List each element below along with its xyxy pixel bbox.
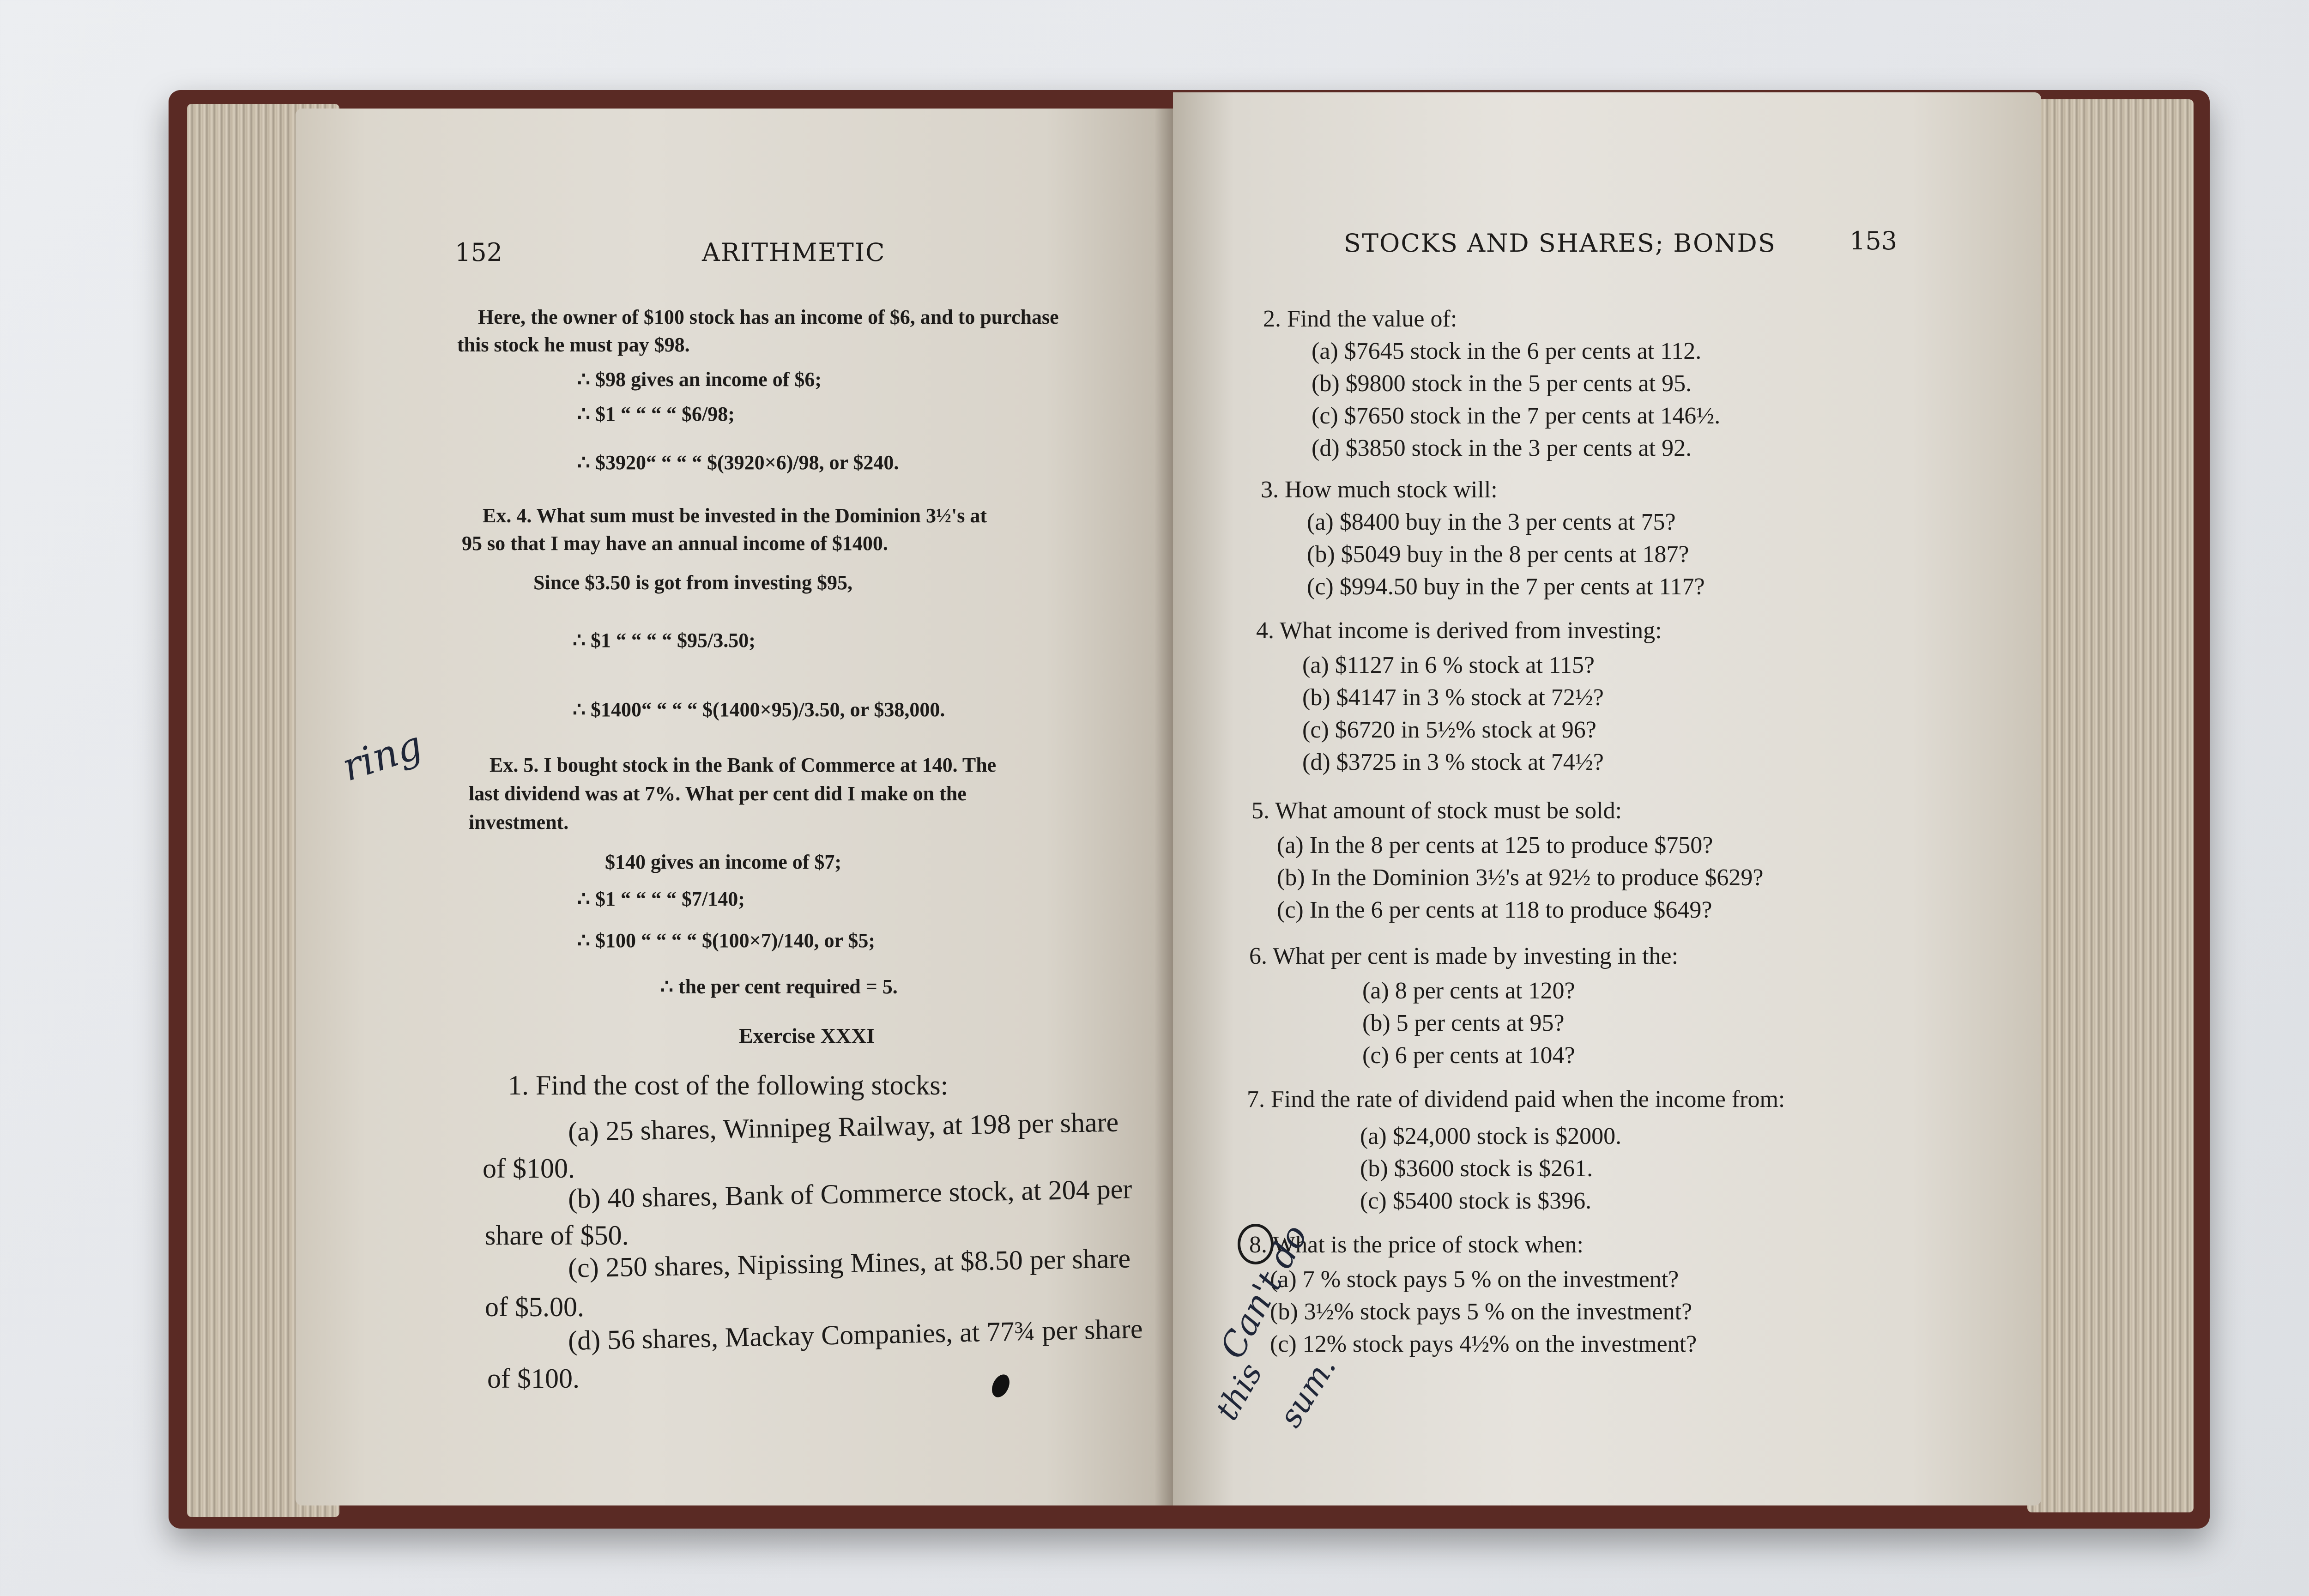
text-line: (d) $3725 in 3 % stock at 74½? xyxy=(1302,749,1604,775)
text-line: (c) $6720 in 5½% stock at 96? xyxy=(1302,717,1596,743)
text-line: this stock he must pay $98. xyxy=(457,333,690,356)
text-line: investment. xyxy=(469,811,569,834)
text-line: (b) $5049 buy in the 8 per cents at 187? xyxy=(1307,541,1689,568)
text-line: 3. How much stock will: xyxy=(1261,477,1498,503)
exercise-heading: Exercise XXXI xyxy=(739,1024,875,1047)
text-line: share of $50. xyxy=(485,1220,629,1251)
left-page xyxy=(296,109,1178,1505)
text-line: (c) $5400 stock is $396. xyxy=(1360,1188,1592,1214)
text-line: 1. Find the cost of the following stocks: xyxy=(508,1070,949,1100)
text-line: $140 gives an income of $7; xyxy=(605,851,842,873)
text-line: (a) In the 8 per cents at 125 to produce $750? xyxy=(1277,832,1713,858)
text-line: (b) $4147 in 3 % stock at 72½? xyxy=(1302,684,1604,711)
text-line: (c) 250 shares, Nipissing Mines, at $8.50 per share xyxy=(568,1243,1131,1283)
text-line: (b) $3600 stock is $261. xyxy=(1360,1155,1593,1182)
text-line: (a) $7645 stock in the 6 per cents at 112. xyxy=(1312,338,1702,364)
text-line: 95 so that I may have an annual income of $1400. xyxy=(462,532,888,555)
text-line: (d) $3850 stock in the 3 per cents at 92. xyxy=(1312,435,1692,461)
text-line: ∴ $100 “ “ “ “ $(100×7)/140, or $5; xyxy=(577,929,875,952)
text-line: 7. Find the rate of dividend paid when the income from: xyxy=(1247,1086,1785,1112)
page-number: 152 xyxy=(455,238,503,267)
text-line: of $100. xyxy=(487,1363,580,1394)
text-line: ∴ $1400“ “ “ “ $(1400×95)/3.50, or $38,000. xyxy=(573,698,945,721)
text-line: ∴ $98 gives an income of $6; xyxy=(577,368,822,391)
text-line: 8. What is the price of stock when: xyxy=(1249,1232,1584,1258)
text-line: (b) 3½% stock pays 5 % on the investment? xyxy=(1270,1299,1692,1325)
text-line: (b) 40 shares, Bank of Commerce stock, at 204 per xyxy=(568,1173,1132,1214)
text-line: (b) $9800 stock in the 5 per cents at 95. xyxy=(1312,370,1692,397)
page-number: 153 xyxy=(1850,226,1898,255)
text-line: (c) In the 6 per cents at 118 to produce $649? xyxy=(1277,897,1712,923)
text-line: (d) 56 shares, Mackay Companies, at 77¾ per share xyxy=(568,1313,1143,1356)
text-line: (a) $8400 buy in the 3 per cents at 75? xyxy=(1307,509,1676,535)
text-line: ∴ the per cent required = 5. xyxy=(660,975,898,998)
text-line: (a) 7 % stock pays 5 % on the investment? xyxy=(1270,1266,1679,1293)
text-line: ∴ $1 “ “ “ “ $95/3.50; xyxy=(573,629,756,652)
text-line: ∴ $1 “ “ “ “ $6/98; xyxy=(577,403,735,425)
running-head: STOCKS AND SHARES; BONDS xyxy=(1344,229,1776,258)
text-line: Ex. 4. What sum must be invested in the Dominion 3½'s at xyxy=(483,504,987,527)
text-line: (a) 8 per cents at 120? xyxy=(1362,978,1575,1004)
text-line: (b) In the Dominion 3½'s at 92½ to produce $629? xyxy=(1277,864,1764,891)
ink-blot xyxy=(989,1372,1013,1400)
handwritten-note: this xyxy=(1209,1357,1270,1427)
text-line: Ex. 5. I bought stock in the Bank of Commerce at 140. The xyxy=(490,754,997,776)
text-line: of $100. xyxy=(483,1153,575,1184)
right-page xyxy=(1173,92,2041,1505)
text-line: 4. What income is derived from investing: xyxy=(1256,617,1662,644)
handwritten-note: ring xyxy=(337,722,428,790)
running-head: ARITHMETIC xyxy=(702,238,886,267)
text-line: (c) 6 per cents at 104? xyxy=(1362,1042,1575,1069)
right-page-edges xyxy=(2027,99,2194,1512)
handwritten-note: Can't do xyxy=(1212,1218,1316,1365)
text-line: (a) 25 shares, Winnipeg Railway, at 198 per share xyxy=(568,1106,1119,1147)
text-line: (a) $1127 in 6 % stock at 115? xyxy=(1302,652,1595,678)
handwritten-note: sum. xyxy=(1272,1349,1344,1434)
text-line: ∴ $1 “ “ “ “ $7/140; xyxy=(577,888,745,910)
text-line: last dividend was at 7%. What per cent did I make on the xyxy=(469,782,967,805)
text-line: (c) $7650 stock in the 7 per cents at 146½. xyxy=(1312,403,1721,429)
text-line: (b) 5 per cents at 95? xyxy=(1362,1010,1565,1036)
text-line: ∴ $3920“ “ “ “ $(3920×6)/98, or $240. xyxy=(577,451,899,474)
text-line: 5. What amount of stock must be sold: xyxy=(1251,798,1622,824)
text-line: (c) 12% stock pays 4½% on the investment? xyxy=(1270,1331,1697,1357)
text-line: 2. Find the value of: xyxy=(1263,306,1457,332)
text-line: (a) $24,000 stock is $2000. xyxy=(1360,1123,1622,1149)
text-line: 6. What per cent is made by investing in the: xyxy=(1249,943,1679,969)
text-line: (c) $994.50 buy in the 7 per cents at 117? xyxy=(1307,574,1705,600)
text-line: Here, the owner of $100 stock has an income of $6, and to purchase xyxy=(478,306,1059,328)
text-line: Since $3.50 is got from investing $95, xyxy=(533,571,852,594)
text-line: of $5.00. xyxy=(485,1292,584,1322)
